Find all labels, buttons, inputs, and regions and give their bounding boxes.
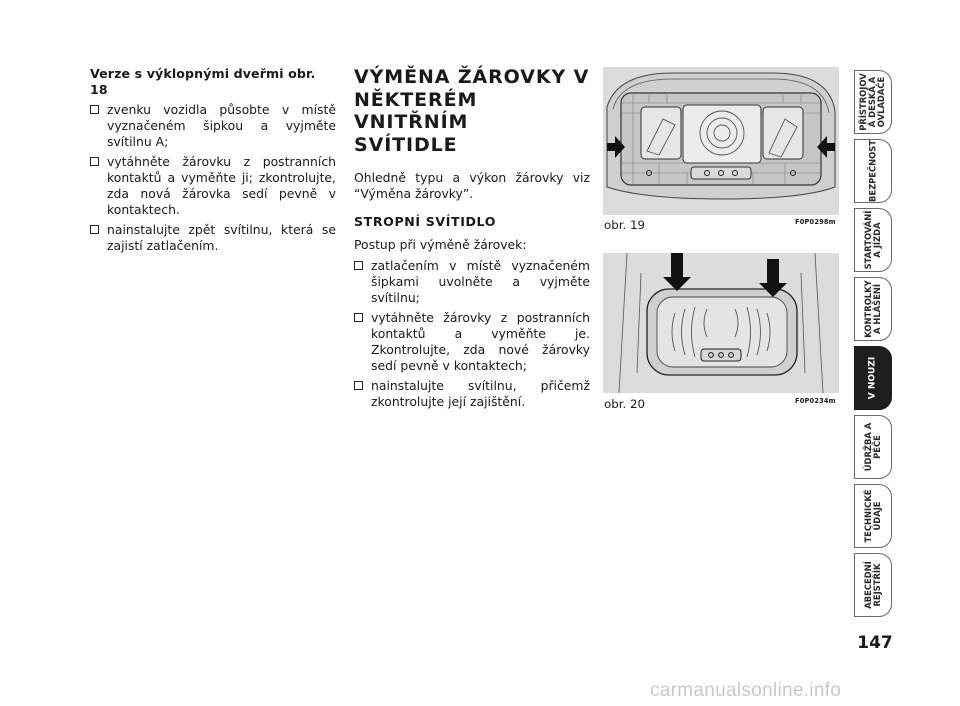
tab-bezpecnost[interactable]: BEZPEČNOST	[854, 139, 892, 203]
figure-19-code: F0P0298m	[795, 218, 836, 226]
list-item: nainstalujte svítilnu, přičemž zkontrolujte její zajištění.	[354, 378, 590, 410]
checkbox-bullet-icon	[90, 225, 99, 234]
checkbox-bullet-icon	[90, 157, 99, 166]
subheading: Verze s výklopnými dveřmi obr. 18	[90, 66, 316, 97]
tab-udrzba[interactable]: ÚDRŽBA A PÉČE	[854, 415, 892, 479]
main-column	[354, 66, 590, 414]
left-column	[90, 66, 336, 258]
tab-v-nouzi[interactable]: V NOUZI	[854, 346, 892, 410]
tab-pristrojova-deska[interactable]: PŘÍSTROJOV Á DESKA A OVLADAČE	[854, 70, 892, 134]
figure-20-code: F0P0234m	[795, 397, 836, 405]
figure-19-illustration	[603, 67, 839, 215]
procedure-label: Postup při výměně žárovek:	[354, 237, 527, 252]
watermark: carmanualsonline.info	[650, 680, 842, 701]
list-item: vytáhněte žárovku z postranních kontaktů a vyměňte ji; zkontrolujte, zda nová žárovka sedí pevně v kontaktech.	[90, 154, 336, 218]
list-item: nainstalujte zpět svítilnu, která se zajistí zatlačením.	[90, 222, 336, 254]
figure-19-caption: obr. 19	[604, 218, 645, 232]
list-item: zvenku vozidla působte v místě vyznačeném šipkou a vyjměte svítilnu A;	[90, 102, 336, 150]
checkbox-bullet-icon	[90, 105, 99, 114]
tab-abecedni-rejstrik[interactable]: ABECEDNÍ REJSTŘÍK	[854, 553, 892, 617]
tab-technicke-udaje[interactable]: TECHNICKÉ ÚDAJE	[854, 484, 892, 548]
page-title: VÝMĚNA ŽÁROVKY V NĚKTERÉM VNITŘNÍM SVÍTIDLE	[354, 66, 590, 156]
list-item: vytáhněte žárovky z postranních kontaktů a vyměňte je. Zkontrolujte, zda nové žárovky sedí pevně v kontaktech;	[354, 310, 590, 374]
figure-20-illustration	[603, 253, 839, 393]
checkbox-bullet-icon	[354, 261, 363, 270]
page-number: 147	[857, 633, 893, 653]
tab-kontrolky[interactable]: KONTROLKY A HLÁŠENÍ	[854, 277, 892, 341]
list-item: zatlačením v místě vyznačeném šipkami uvolněte a vyjměte svítilnu;	[354, 258, 590, 306]
intro-paragraph: Ohledně typu a výkon žárovky viz “Výměna žárovky”.	[354, 170, 590, 201]
tab-startovani[interactable]: STARTOVÁNÍ A JÍZDA	[854, 208, 892, 272]
figure-20-caption: obr. 20	[604, 397, 645, 411]
checkbox-bullet-icon	[354, 313, 363, 322]
checkbox-bullet-icon	[354, 381, 363, 390]
section-title: STROPNÍ SVÍTIDLO	[354, 214, 497, 229]
